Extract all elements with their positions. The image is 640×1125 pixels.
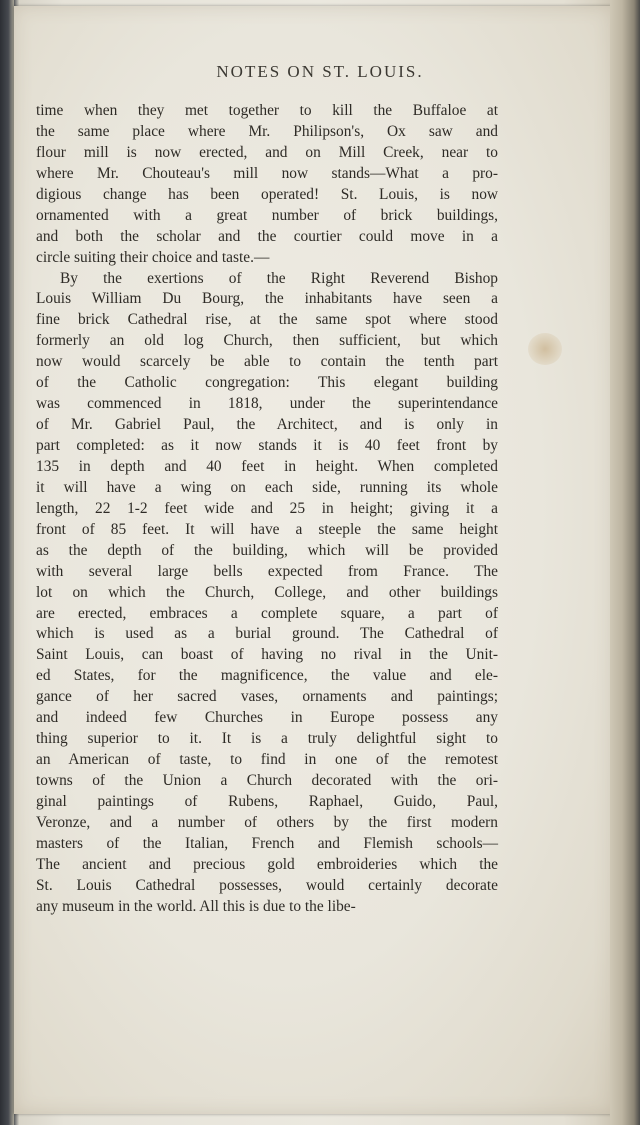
text-line: of Mr. Gabriel Paul, the Architect, and is only in — [36, 416, 498, 434]
text-line: front of 85 feet. It will have a steeple the same height — [36, 520, 498, 538]
text-line: where Mr. Chouteau's mill now stands—What a pro- — [36, 164, 498, 182]
text-line: digious change has been operated! St. Louis, is now — [36, 185, 498, 203]
text-line: it will have a wing on each side, running its whole — [36, 478, 498, 496]
text-line: of the Catholic congregation: This elegant building — [36, 374, 498, 392]
text-line: an American of taste, to find in one of the remotest — [36, 751, 498, 769]
text-line: 135 in depth and 40 feet in height. When completed — [36, 457, 498, 475]
text-line: Louis William Du Bourg, the inhabitants have seen a — [36, 290, 498, 308]
text-line: By the exertions of the Right Reverend Bishop — [60, 269, 498, 287]
text-line: ginal paintings of Rubens, Raphael, Guido, Paul, — [36, 792, 498, 810]
text-line: the same place where Mr. Philipson's, Ox saw and — [36, 122, 498, 140]
text-line: part completed: as it now stands it is 40 feet front by — [36, 437, 498, 454]
text-line: and both the scholar and the courtier could move in a — [36, 227, 498, 245]
text-line: ornamented with a great number of brick buildings, — [36, 206, 498, 224]
text-line: masters of the Italian, French and Flemish schools— — [36, 834, 498, 852]
text-line: fine brick Cathedral rise, at the same spot where stood — [36, 311, 498, 329]
body-text — [36, 101, 498, 918]
text-line: which is used as a burial ground. The Cathedral of — [36, 625, 498, 643]
text-line: Veronze, and a number of others by the first modern — [36, 813, 498, 831]
text-line: Saint Louis, can boast of having no rival in the Unit- — [36, 646, 498, 664]
text-line: with several large bells expected from France. The — [36, 562, 498, 580]
text-line: gance of her sacred vases, ornaments and paintings; — [36, 688, 498, 706]
text-line: towns of the Union a Church decorated with the ori- — [36, 772, 498, 789]
text-line: now would scarcely be able to contain the tenth part — [36, 353, 498, 371]
text-line: formerly an old log Church, then sufficient, but which — [36, 332, 498, 350]
text-line: was commenced in 1818, under the superintendance — [36, 395, 498, 413]
text-line: flour mill is now erected, and on Mill Creek, near to — [36, 143, 498, 161]
text-line: circle suiting their choice and taste.— — [36, 248, 270, 266]
text-line: The ancient and precious gold embroideries which the — [36, 855, 498, 873]
text-line: are erected, embraces a complete square, a part of — [36, 604, 498, 622]
paper-stain — [528, 333, 562, 365]
page-stack-edge — [610, 0, 640, 1125]
book-gutter — [0, 0, 14, 1125]
text-line: lot on which the Church, College, and other buildings — [36, 583, 498, 601]
text-line: any museum in the world. All this is due to the libe- — [36, 897, 356, 915]
text-line: thing superior to it. It is a truly delightful sight to — [36, 730, 498, 748]
text-line: and indeed few Churches in Europe possess any — [36, 709, 498, 727]
text-line: time when they met together to kill the Buffaloe at — [36, 102, 498, 119]
text-line: St. Louis Cathedral possesses, would certainly decorate — [36, 876, 498, 894]
running-head: NOTES ON ST. LOUIS. — [216, 62, 424, 81]
text-line: length, 22 1-2 feet wide and 25 in height; giving it a — [36, 499, 498, 517]
text-line: as the depth of the building, which will be provided — [36, 541, 498, 559]
text-line: ed States, for the magnificence, the value and ele- — [36, 667, 498, 685]
